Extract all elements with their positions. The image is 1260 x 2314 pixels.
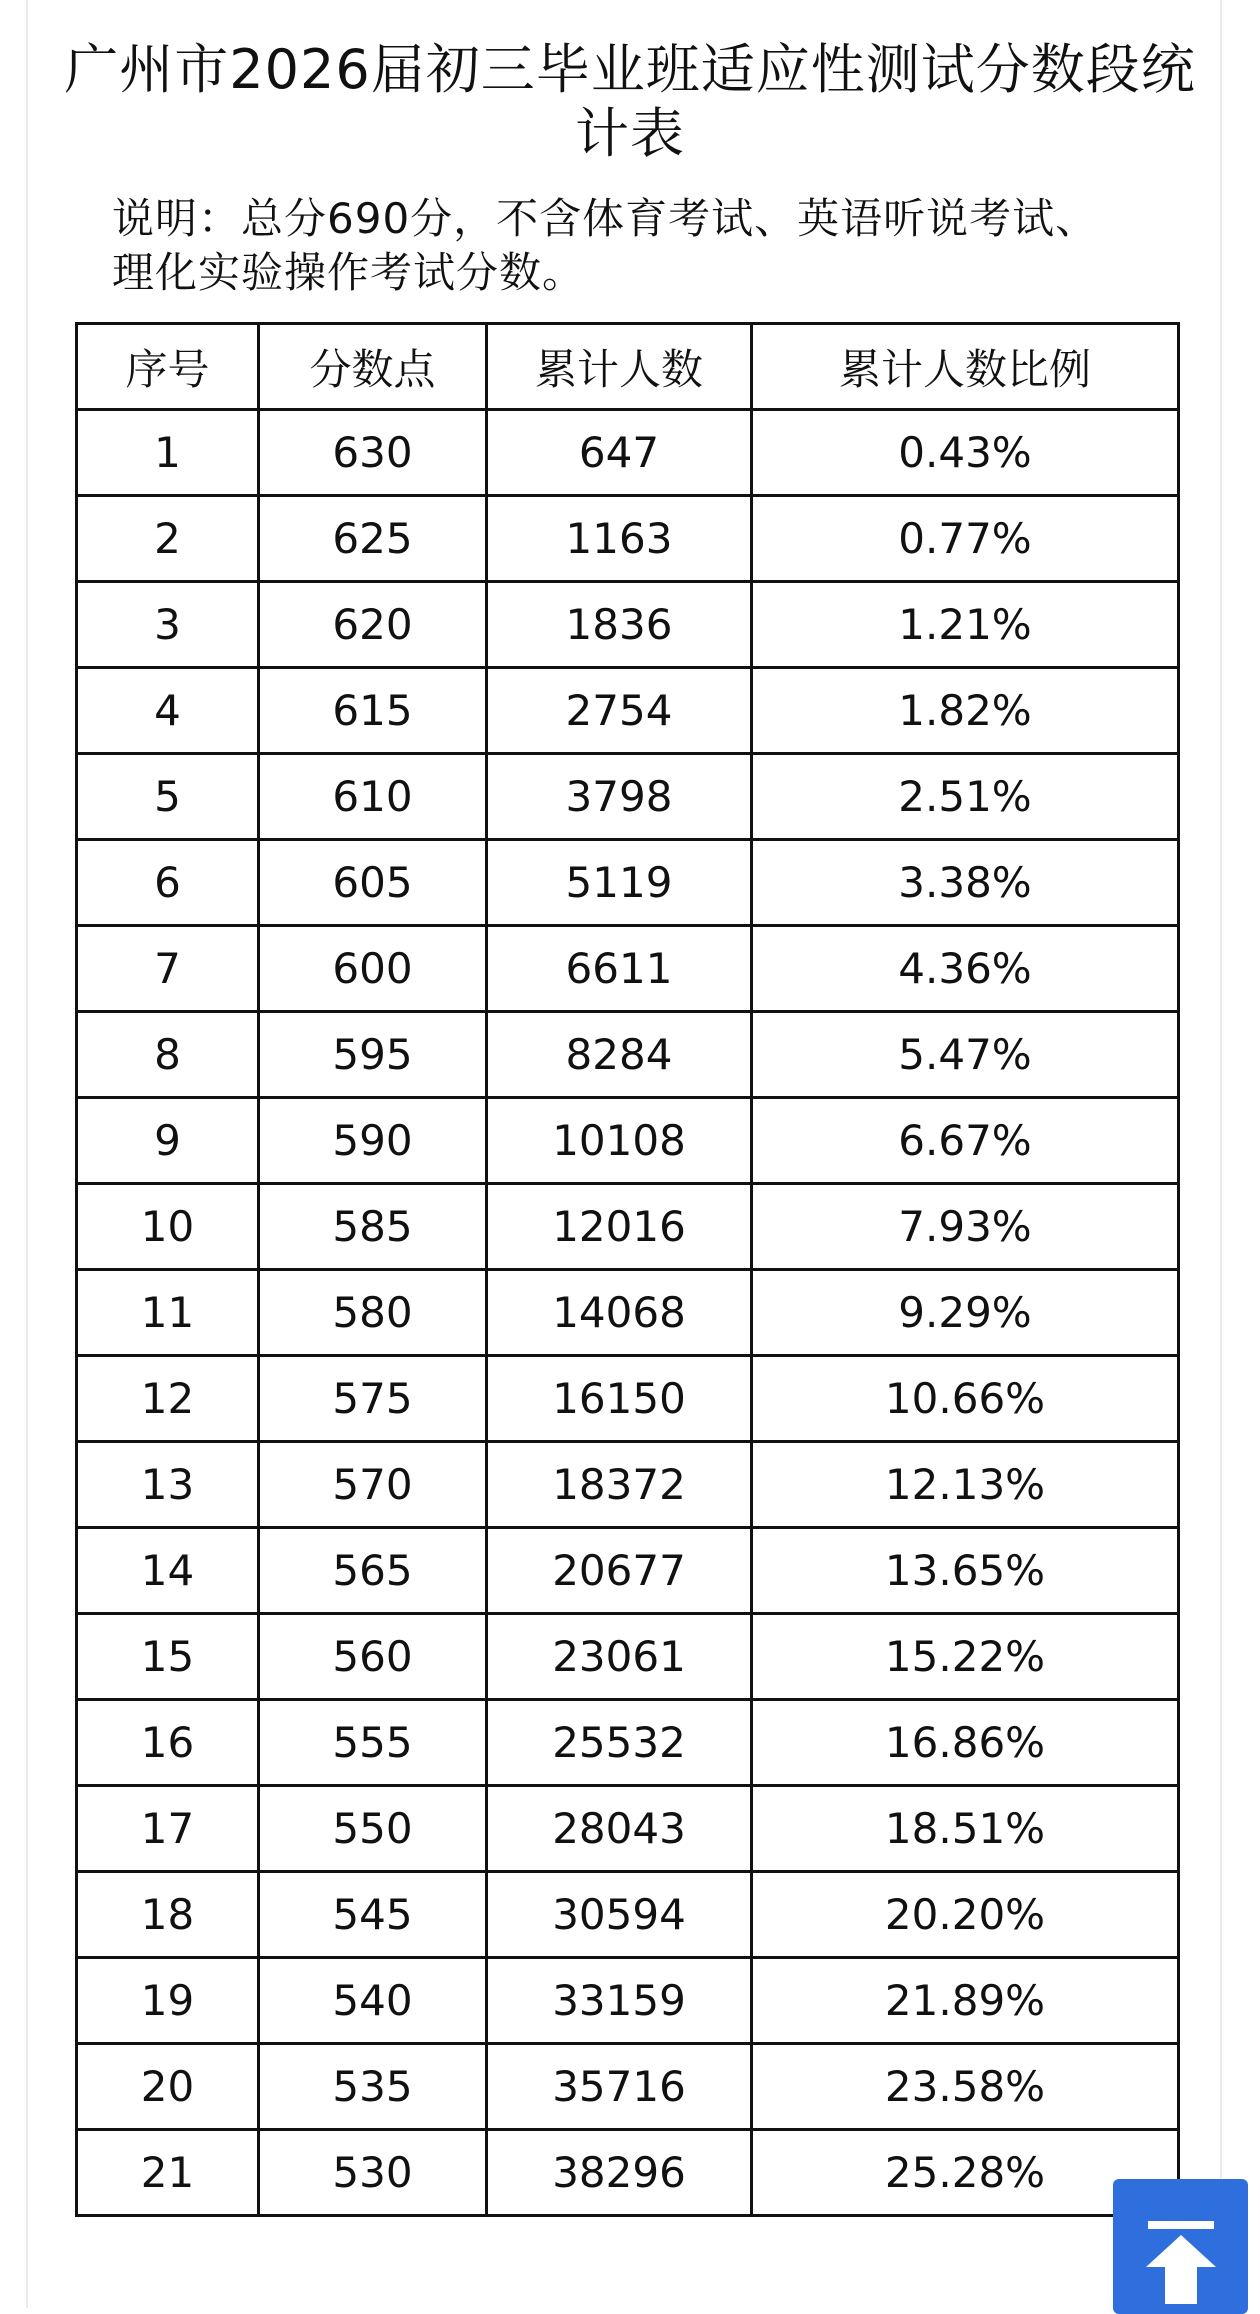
cell-cumulative-count: 23061 <box>487 1614 752 1700</box>
cell-cumulative-count: 3798 <box>487 754 752 840</box>
table-row <box>77 754 1179 840</box>
cell-cumulative-count: 647 <box>487 410 752 496</box>
score-table-container <box>75 322 1177 2217</box>
header-score: 分数点 <box>259 324 487 410</box>
cell-score: 530 <box>259 2130 487 2216</box>
cell-cumulative-count: 8284 <box>487 1012 752 1098</box>
table-row <box>77 1098 1179 1184</box>
cell-score: 555 <box>259 1700 487 1786</box>
cell-cumulative-ratio: 1.82% <box>752 668 1179 754</box>
cell-cumulative-ratio: 1.21% <box>752 582 1179 668</box>
cell-cumulative-ratio: 6.67% <box>752 1098 1179 1184</box>
cell-score: 630 <box>259 410 487 496</box>
score-distribution-table <box>75 322 1180 2217</box>
cell-score: 620 <box>259 582 487 668</box>
table-row <box>77 1614 1179 1700</box>
cell-index: 15 <box>77 1614 259 1700</box>
cell-cumulative-count: 1836 <box>487 582 752 668</box>
table-row <box>77 410 1179 496</box>
cell-index: 9 <box>77 1098 259 1184</box>
cell-cumulative-count: 1163 <box>487 496 752 582</box>
cell-cumulative-count: 35716 <box>487 2044 752 2130</box>
cell-cumulative-ratio: 5.47% <box>752 1012 1179 1098</box>
cell-score: 595 <box>259 1012 487 1098</box>
cell-cumulative-ratio: 0.77% <box>752 496 1179 582</box>
cell-cumulative-ratio: 12.13% <box>752 1442 1179 1528</box>
cell-score: 580 <box>259 1270 487 1356</box>
table-row <box>77 1270 1179 1356</box>
cell-cumulative-ratio: 18.51% <box>752 1786 1179 1872</box>
cell-index: 6 <box>77 840 259 926</box>
header-cumulative-ratio: 累计人数比例 <box>752 324 1179 410</box>
cell-cumulative-count: 2754 <box>487 668 752 754</box>
cell-index: 8 <box>77 1012 259 1098</box>
table-row <box>77 582 1179 668</box>
cell-index: 19 <box>77 1958 259 2044</box>
cell-index: 17 <box>77 1786 259 1872</box>
table-row <box>77 1356 1179 1442</box>
table-row <box>77 496 1179 582</box>
cell-cumulative-count: 5119 <box>487 840 752 926</box>
cell-cumulative-count: 16150 <box>487 1356 752 1442</box>
table-row <box>77 1700 1179 1786</box>
cell-score: 585 <box>259 1184 487 1270</box>
cell-cumulative-count: 10108 <box>487 1098 752 1184</box>
cell-index: 18 <box>77 1872 259 1958</box>
header-index: 序号 <box>77 324 259 410</box>
cell-cumulative-count: 20677 <box>487 1528 752 1614</box>
cell-cumulative-ratio: 0.43% <box>752 410 1179 496</box>
cell-index: 21 <box>77 2130 259 2216</box>
cell-index: 16 <box>77 1700 259 1786</box>
cell-score: 625 <box>259 496 487 582</box>
cell-score: 565 <box>259 1528 487 1614</box>
cell-cumulative-ratio: 3.38% <box>752 840 1179 926</box>
page-title: 广州市2026届初三毕业班适应性测试分数段统计表 <box>64 38 1196 165</box>
cell-cumulative-ratio: 13.65% <box>752 1528 1179 1614</box>
table-row <box>77 668 1179 754</box>
table-row <box>77 1786 1179 1872</box>
cell-score: 540 <box>259 1958 487 2044</box>
cell-index: 12 <box>77 1356 259 1442</box>
cell-score: 535 <box>259 2044 487 2130</box>
cell-cumulative-count: 18372 <box>487 1442 752 1528</box>
cell-index: 20 <box>77 2044 259 2130</box>
cell-cumulative-count: 30594 <box>487 1872 752 1958</box>
table-body <box>77 410 1179 2216</box>
table-row <box>77 1442 1179 1528</box>
cell-score: 605 <box>259 840 487 926</box>
cell-index: 1 <box>77 410 259 496</box>
cell-index: 3 <box>77 582 259 668</box>
cell-cumulative-ratio: 4.36% <box>752 926 1179 1012</box>
cell-index: 13 <box>77 1442 259 1528</box>
cell-index: 4 <box>77 668 259 754</box>
cell-score: 545 <box>259 1872 487 1958</box>
cell-cumulative-ratio: 10.66% <box>752 1356 1179 1442</box>
cell-index: 2 <box>77 496 259 582</box>
table-header-row <box>77 324 1179 410</box>
cell-cumulative-ratio: 25.28% <box>752 2130 1179 2216</box>
cell-index: 5 <box>77 754 259 840</box>
cell-cumulative-count: 14068 <box>487 1270 752 1356</box>
cell-index: 14 <box>77 1528 259 1614</box>
header-cumulative-count: 累计人数 <box>487 324 752 410</box>
cell-score: 615 <box>259 668 487 754</box>
cell-index: 10 <box>77 1184 259 1270</box>
cell-cumulative-ratio: 16.86% <box>752 1700 1179 1786</box>
table-row <box>77 2044 1179 2130</box>
table-row <box>77 1184 1179 1270</box>
cell-score: 570 <box>259 1442 487 1528</box>
table-row <box>77 1958 1179 2044</box>
table-row <box>77 1012 1179 1098</box>
cell-cumulative-ratio: 23.58% <box>752 2044 1179 2130</box>
cell-cumulative-ratio: 7.93% <box>752 1184 1179 1270</box>
cell-score: 600 <box>259 926 487 1012</box>
cell-cumulative-ratio: 2.51% <box>752 754 1179 840</box>
table-row <box>77 1528 1179 1614</box>
cell-cumulative-count: 38296 <box>487 2130 752 2216</box>
cell-cumulative-count: 28043 <box>487 1786 752 1872</box>
cell-score: 560 <box>259 1614 487 1700</box>
table-row <box>77 840 1179 926</box>
cell-score: 575 <box>259 1356 487 1442</box>
back-to-top-button[interactable] <box>1113 2179 1248 2314</box>
cell-cumulative-ratio: 20.20% <box>752 1872 1179 1958</box>
cell-cumulative-ratio: 21.89% <box>752 1958 1179 2044</box>
table-row <box>77 926 1179 1012</box>
cell-cumulative-count: 12016 <box>487 1184 752 1270</box>
cell-index: 11 <box>77 1270 259 1356</box>
cell-cumulative-count: 33159 <box>487 1958 752 2044</box>
cell-cumulative-count: 25532 <box>487 1700 752 1786</box>
cell-index: 7 <box>77 926 259 1012</box>
table-row <box>77 1872 1179 1958</box>
cell-cumulative-ratio: 9.29% <box>752 1270 1179 1356</box>
table-row <box>77 2130 1179 2216</box>
cell-cumulative-count: 6611 <box>487 926 752 1012</box>
cell-cumulative-ratio: 15.22% <box>752 1614 1179 1700</box>
cell-score: 590 <box>259 1098 487 1184</box>
arrow-up-icon <box>1113 2179 1248 2314</box>
cell-score: 550 <box>259 1786 487 1872</box>
cell-score: 610 <box>259 754 487 840</box>
description-note: 说明：总分690分，不含体育考试、英语听说考试、理化实验操作考试分数。 <box>112 194 1099 297</box>
